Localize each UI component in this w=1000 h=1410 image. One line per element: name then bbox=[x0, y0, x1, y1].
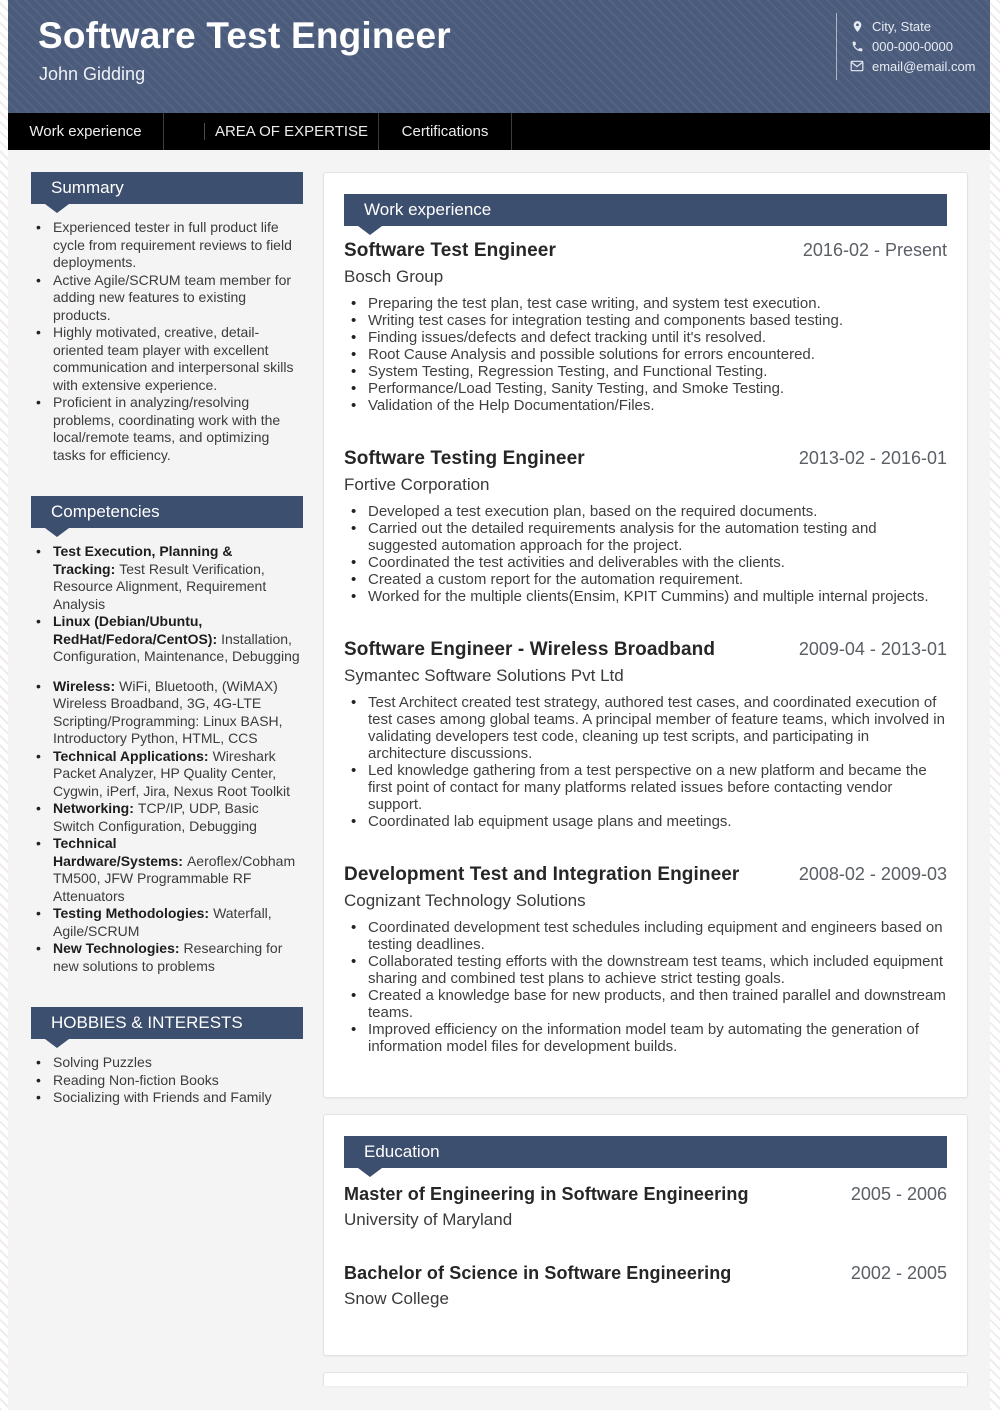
competency-item bbox=[31, 678, 303, 748]
competency-item bbox=[31, 543, 303, 613]
competency-text: Wireshark Packet Analyzer, HP Quality Center, Cygwin, iPerf, Jira, Nexus Root Toolkit bbox=[53, 747, 291, 799]
nav-tab-blank bbox=[164, 113, 204, 150]
job-entry bbox=[344, 639, 947, 830]
job-entry bbox=[344, 240, 947, 414]
contact-email-text: email@email.com bbox=[872, 58, 976, 74]
competencies-section bbox=[31, 496, 303, 975]
degree-title: Master of Engineering in Software Engineering bbox=[344, 1184, 749, 1204]
competencies-section-header bbox=[31, 496, 303, 528]
section-title: Competencies bbox=[51, 502, 160, 521]
competency-item bbox=[31, 835, 303, 905]
job-company: Fortive Corporation bbox=[344, 475, 490, 494]
competency-label: Technical Hardware/Systems: bbox=[53, 835, 183, 869]
job-bullets bbox=[344, 694, 947, 830]
list-item: • Led knowledge gathering from a test perspective on a new platform and became the first point of contact for many platforms related issues before contacting vendor support. bbox=[344, 762, 947, 813]
list-item: • Carried out the detailed requirements analysis for the automation testing and suggested automation approach for the project. bbox=[344, 520, 947, 554]
competency-label: Linux (Debian/Ubuntu, RedHat/Fedora/CentOS): bbox=[53, 613, 218, 647]
job-bullets bbox=[344, 503, 947, 605]
nav-tab-label: AREA OF EXPERTISE bbox=[214, 123, 369, 140]
competency-item bbox=[31, 905, 303, 940]
section-title: Work experience bbox=[364, 200, 492, 219]
list-item: • Worked for the multiple clients(Ensim, KPIT Cummins) and multiple internal projects. bbox=[344, 588, 947, 605]
section-title: Summary bbox=[51, 178, 124, 197]
job-company: Bosch Group bbox=[344, 267, 444, 286]
job-title: Development Test and Integration Engineer bbox=[344, 864, 740, 885]
list-item: • Performance/Load Testing, Sanity Testing, and Smoke Testing. bbox=[344, 380, 947, 397]
email-icon bbox=[850, 59, 864, 73]
list-item: • Reading Non-fiction Books bbox=[31, 1072, 303, 1090]
summary-list bbox=[31, 219, 303, 464]
contact-location bbox=[850, 16, 976, 36]
competency-item bbox=[31, 800, 303, 835]
nav-tab-certifications[interactable] bbox=[379, 113, 511, 150]
competency-text: Test Result Verification, Resource Alignment, Requirement Analysis bbox=[53, 560, 267, 612]
list-item: • Coordinated development test schedules including equipment and engineers based on testing deadlines. bbox=[344, 919, 947, 953]
main-column bbox=[323, 172, 968, 1386]
job-title: Software Testing Engineer bbox=[344, 448, 585, 469]
contact-block bbox=[836, 13, 976, 80]
sidebar bbox=[31, 172, 303, 1107]
list-item: • Coordinated the test activities and deliverables with the clients. bbox=[344, 554, 947, 571]
contact-phone bbox=[850, 36, 976, 56]
job-bullets bbox=[344, 295, 947, 414]
job-title: Software Test Engineer bbox=[344, 240, 556, 261]
competency-label: New Technologies: bbox=[53, 940, 180, 956]
list-item: • Coordinated lab equipment usage plans and meetings. bbox=[344, 813, 947, 830]
work-experience-section-header bbox=[344, 194, 947, 226]
school-name: University of Maryland bbox=[344, 1210, 513, 1229]
content-area bbox=[8, 150, 990, 1410]
list-item: • Created a custom report for the automation requirement. bbox=[344, 571, 947, 588]
work-experience-card bbox=[323, 172, 968, 1098]
education-section-header bbox=[344, 1136, 947, 1168]
competency-text: WiFi, Bluetooth, (WiMAX) Wireless Broadband, 3G, 4G-LTE Scripting/Programming: Linux BASH, Introductory Python, HTML, CCS bbox=[53, 677, 283, 746]
hobbies-list bbox=[31, 1054, 303, 1107]
next-section-card-partial bbox=[323, 1372, 968, 1386]
competency-text: Waterfall, Agile/SCRUM bbox=[53, 905, 272, 939]
competency-label: Technical Applications: bbox=[53, 747, 209, 764]
contact-email bbox=[850, 56, 976, 76]
nav-tab-area-of-expertise[interactable] bbox=[205, 113, 378, 150]
education-dates: 2002 - 2005 bbox=[850, 1263, 947, 1283]
job-bullets bbox=[344, 919, 947, 1055]
navbar bbox=[8, 113, 990, 150]
nav-tab-label: Certifications bbox=[401, 123, 489, 140]
list-item: • Test Architect created test strategy, authored test cases, and coordinated execution of test cases among global teams. A principal member of feature teams, which involved in validating developers test code, cleaning up test scripts, and participating in architecture discussions. bbox=[344, 694, 947, 762]
degree-title: Bachelor of Science in Software Engineering bbox=[344, 1263, 732, 1283]
competency-item bbox=[31, 613, 303, 666]
list-item: • Solving Puzzles bbox=[31, 1054, 303, 1072]
list-item: • Socializing with Friends and Family bbox=[31, 1089, 303, 1107]
hobbies-section bbox=[31, 1007, 303, 1107]
list-item: • Experienced tester in full product life cycle from requirement reviews to field deployments. bbox=[31, 219, 303, 272]
education-dates: 2005 - 2006 bbox=[850, 1184, 947, 1204]
list-item: • Created a knowledge base for new products, and then trained parallel and downstream teams. bbox=[344, 987, 947, 1021]
education-card bbox=[323, 1114, 968, 1356]
phone-icon bbox=[850, 39, 864, 53]
job-dates: 2016-02 - Present bbox=[802, 240, 947, 260]
list-item: • Developed a test execution plan, based on the required documents. bbox=[344, 503, 947, 520]
list-item: • System Testing, Regression Testing, and Functional Testing. bbox=[344, 363, 947, 380]
section-title: Education bbox=[364, 1142, 440, 1161]
list-item: • Highly motivated, creative, detail-oriented team player with excellent communication and interpersonal skills with extensive experience. bbox=[31, 324, 303, 394]
competencies-list bbox=[31, 543, 303, 975]
competency-text: Installation, Configuration, Maintenance, Debugging bbox=[53, 630, 300, 664]
person-name: John Gidding bbox=[39, 64, 146, 84]
job-entry bbox=[344, 864, 947, 1055]
job-company: Symantec Software Solutions Pvt Ltd bbox=[344, 666, 624, 685]
job-dates: 2009-04 - 2013-01 bbox=[798, 639, 947, 659]
list-item: • Validation of the Help Documentation/Files. bbox=[344, 397, 947, 414]
competency-label: Networking: bbox=[53, 800, 134, 816]
competency-label: Test Execution, Planning & Tracking: bbox=[53, 543, 233, 577]
competency-item bbox=[31, 940, 303, 975]
nav-filler bbox=[512, 113, 990, 150]
job-dates: 2008-02 - 2009-03 bbox=[798, 864, 947, 884]
list-item: • Collaborated testing efforts with the downstream test teams, which included equipment sharing and combined test plans to achieve strict testing goals. bbox=[344, 953, 947, 987]
list-item: • Root Cause Analysis and possible solutions for errors encountered. bbox=[344, 346, 947, 363]
job-entry bbox=[344, 448, 947, 605]
competency-text: Researching for new solutions to problems bbox=[53, 940, 283, 974]
resume-page bbox=[8, 0, 990, 1410]
competency-text: Aeroflex/Cobham TM500, JFW Programmable RF Attenuators bbox=[53, 852, 296, 904]
education-entry bbox=[344, 1263, 947, 1309]
hobbies-section-header bbox=[31, 1007, 303, 1039]
competency-text: TCP/IP, UDP, Basic Switch Configuration, Debugging bbox=[53, 800, 259, 834]
list-item: • Active Agile/SCRUM team member for adding new features to existing products. bbox=[31, 272, 303, 325]
section-title: HOBBIES & INTERESTS bbox=[51, 1013, 243, 1032]
list-item: • Preparing the test plan, test case writing, and system test execution. bbox=[344, 295, 947, 312]
list-item: • Proficient in analyzing/resolving problems, coordinating work with the local/remote teams, and optimizing tasks for efficiency. bbox=[31, 394, 303, 464]
list-item: • Improved efficiency on the information model team by automating the generation of information model files for development builds. bbox=[344, 1021, 947, 1055]
location-pin-icon bbox=[850, 19, 864, 33]
school-name: Snow College bbox=[344, 1289, 449, 1308]
contact-phone-text: 000-000-0000 bbox=[872, 38, 953, 54]
summary-section-header bbox=[31, 172, 303, 204]
contact-location-text: City, State bbox=[872, 18, 932, 34]
competency-item bbox=[31, 748, 303, 801]
nav-tab-label: Work experience bbox=[29, 123, 142, 140]
competency-label: Wireless: bbox=[53, 677, 116, 694]
header bbox=[8, 0, 990, 113]
competency-label: Testing Methodologies: bbox=[53, 905, 210, 921]
job-company: Cognizant Technology Solutions bbox=[344, 891, 586, 910]
job-title: Software Engineer - Wireless Broadband bbox=[344, 639, 716, 660]
summary-section bbox=[31, 172, 303, 464]
job-dates: 2013-02 - 2016-01 bbox=[798, 448, 947, 468]
nav-tab-work-experience[interactable] bbox=[8, 113, 163, 150]
page-title: Software Test Engineer bbox=[38, 15, 451, 56]
list-item: • Writing test cases for integration testing and components based testing. bbox=[344, 312, 947, 329]
list-item: • Finding issues/defects and defect tracking until it's resolved. bbox=[344, 329, 947, 346]
education-entry bbox=[344, 1184, 947, 1230]
